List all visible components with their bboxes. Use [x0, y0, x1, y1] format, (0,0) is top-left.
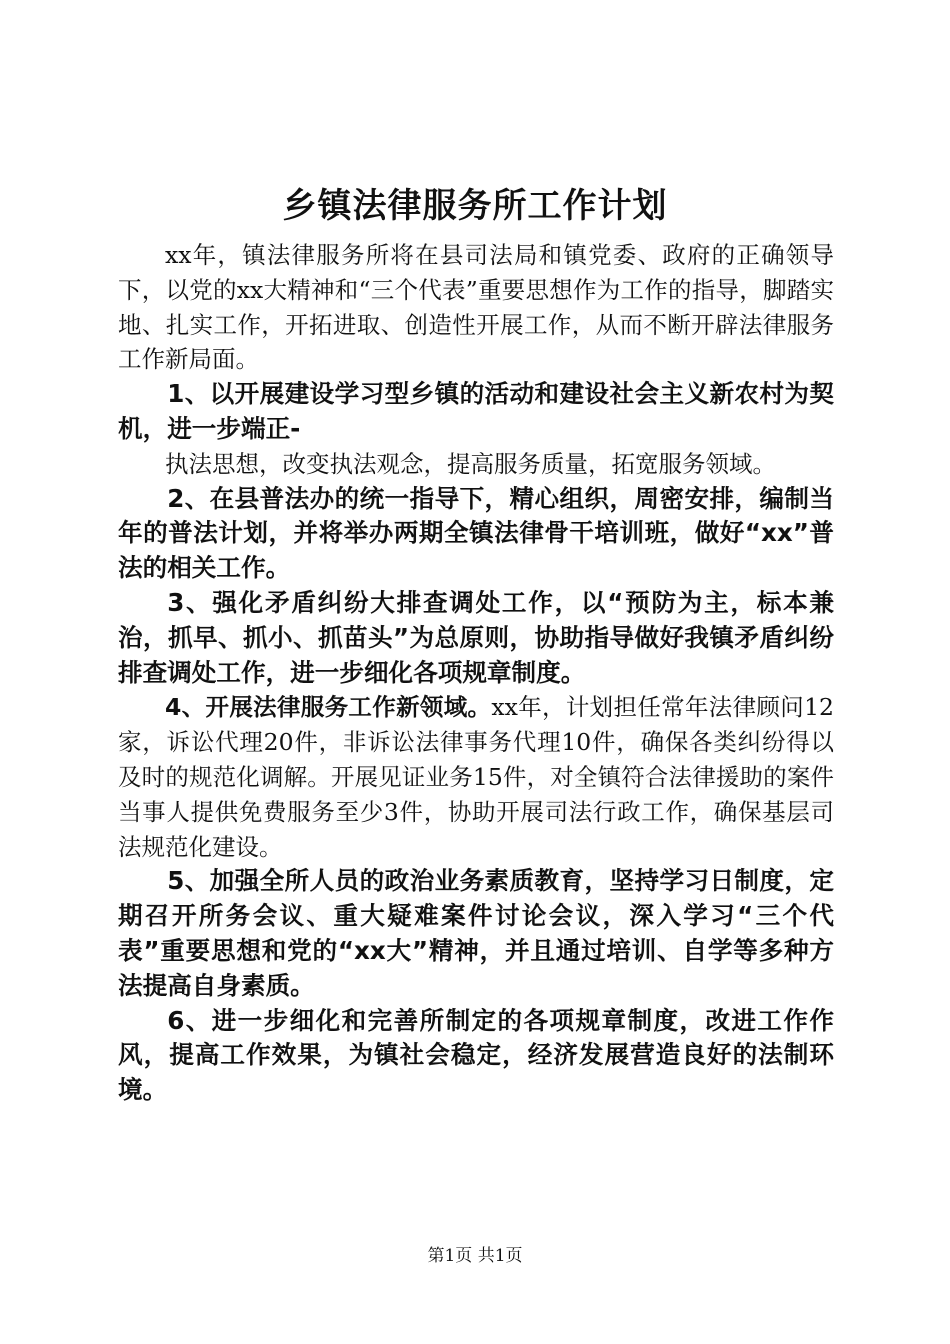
item-3-paragraph: 3、强化矛盾纠纷大排查调处工作，以“预防为主，标本兼治，抓早、抓小、抓苗头”为总原则，协助指导做好我镇矛盾纠纷排查调处工作，进一步细化各项规章制度。	[118, 587, 834, 687]
item-6-paragraph: 6、进一步细化和完善所制定的各项规章制度，改进工作作风，提高工作效果，为镇社会稳定，经济发展营造良好的法制环境。	[118, 1005, 834, 1105]
item-5-paragraph: 5、加强全所人员的政治业务素质教育，坚持学习日制度，定期召开所务会议、重大疑难案件讨论会议，深入学习“三个代表”重要思想和党的“xx大”精神，并且通过培训、自学等多种方法提高自身素质。	[118, 866, 834, 1000]
item-4-body: xx年，计划担任常年法律顾问12家，诉讼代理20件，非诉讼法律事务代理10件，确保各类纠纷得以及时的规范化调解。开展见证业务15件，对全镇符合法律援助的案件当事人提供免费服务至少3件，协助开展司法行政工作，确保基层司法规范化建设。	[118, 693, 834, 861]
item-1-paragraph: 1、以开展建设学习型乡镇的活动和建设社会主义新农村为契机，进一步端正-	[118, 379, 834, 443]
document-body	[118, 238, 834, 1108]
item-1-continuation-paragraph: 执法思想，改变执法观念，提高服务质量，拓宽服务领域。	[165, 449, 776, 478]
item-2-paragraph: 2、在县普法办的统一指导下，精心组织，周密安排，编制当年的普法计划，并将举办两期全镇法律骨干培训班，做好“xx”普法的相关工作。	[118, 483, 834, 583]
page-number-footer: 第1页 共1页	[427, 1246, 523, 1266]
document-title: 乡镇法律服务所工作计划	[282, 186, 668, 226]
item-4-heading: 4、开展法律服务工作新领域。	[165, 693, 492, 722]
intro-paragraph: xx年，镇法律服务所将在县司法局和镇党委、政府的正确领导下，以党的xx大精神和“三个代表”重要思想作为工作的指导，脚踏实地、扎实工作，开拓进取、创造性开展工作，从而不断开辟法律服务工作新局面。	[118, 241, 834, 374]
item-4-paragraph	[118, 690, 834, 864]
